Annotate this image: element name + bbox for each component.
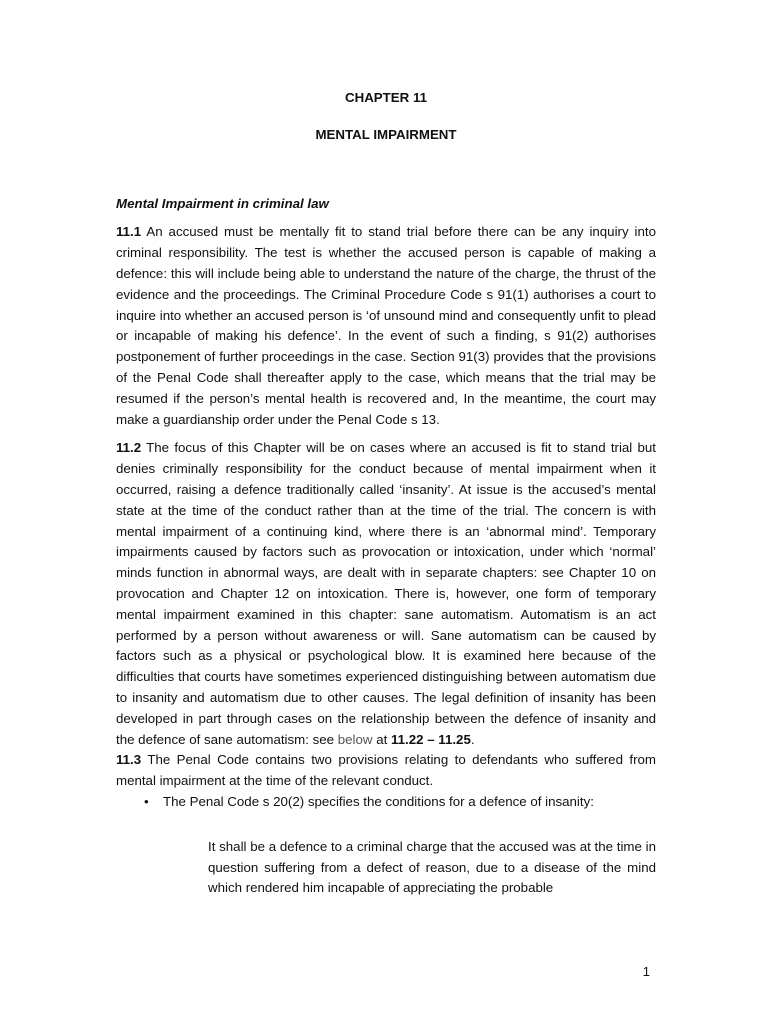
chapter-title: MENTAL IMPAIRMENT <box>315 126 457 142</box>
paragraph-11-1 <box>116 222 656 430</box>
paragraph-text-end: . <box>470 731 475 747</box>
cross-reference-link[interactable]: below <box>337 731 373 747</box>
bullet-list <box>116 792 656 813</box>
paragraph-text: The focus of this Chapter will be on cases where an accused is fit to stand trial but denies criminally responsibility for the conduct because of mental impairment when it occurred, raising a defence traditionally called ‘insanity’. At issue is the accused’s mental state at the time of the conduct rather than at the time of the trial. The concern is with mental impairment of a continuing kind, where there is an ‘abnormal mind’. Temporary impairments caused by factors such as provocation or intoxication, under which ‘normal’ minds function in abnormal ways, are dealt with in separate chapters: see Chapter 10 on provocation and Chapter 12 on intoxication. There is, however, one form of temporary mental impairment examined in this chapter: sane automatism. Automatism is an act performed by a person without awareness or will. Sane automatism can be caused by factors such as a physical or psychological blow. It is examined here because of the difficulties that courts have sometimes experienced distinguishing between automatism due to insanity and automatism due to other causes. The legal definition of insanity has been developed in part through cases on the relationship between the defence of insanity and the defence of sane automatism: see <box>116 440 656 747</box>
section-heading: Mental Impairment in criminal law <box>116 195 329 211</box>
chapter-heading: CHAPTER 11 <box>344 90 428 105</box>
list-item-text: The Penal Code s 20(2) specifies the conditions for a defence of insanity: <box>163 793 594 809</box>
paragraph-11-3 <box>116 750 656 792</box>
paragraph-text: An accused must be mentally fit to stand trial before there can be any inquiry into criminal responsibility. The test is whether the accused person is capable of making a defence: this will include being able to understand the nature of the charge, the thrust of the evidence and the proceedings. The Criminal Procedure Code s 91(1) authorises a court to inquire into whether an accused person is ‘of unsound mind and consequently unfit to plead or incapable of making his defence’. In the event of such a finding, s 91(2) authorises postponement of further proceedings in the case. Section 91(3) provides that the provisions of the Penal Code shall thereafter apply to the case, which means that the trial may be resumed if the person’s mental health is recovered and, In the meantime, the court may make a guardianship order under the Penal Code s 13. <box>116 224 656 427</box>
paragraph-number: 11.3 <box>116 752 142 768</box>
paragraph-11-2 <box>116 438 656 750</box>
block-quote: It shall be a defence to a criminal charge that the accused was at the time in question suffering from a defect of reason, due to a disease of the mind which rendered him incapable of appreciating the probable <box>208 838 656 896</box>
bullet-marker: • <box>144 793 149 809</box>
page-number: 1 <box>642 964 650 979</box>
list-item <box>144 792 656 813</box>
paragraph-text: The Penal Code contains two provisions relating to defendants who suffered from mental impairment at the time of the relevant conduct. <box>116 752 656 789</box>
cross-reference-range: 11.22 – 11.25 <box>390 731 471 747</box>
paragraph-number: 11.2 <box>116 440 142 456</box>
paragraph-number: 11.1 <box>116 224 142 240</box>
paragraph-text-connector: at <box>372 731 391 747</box>
